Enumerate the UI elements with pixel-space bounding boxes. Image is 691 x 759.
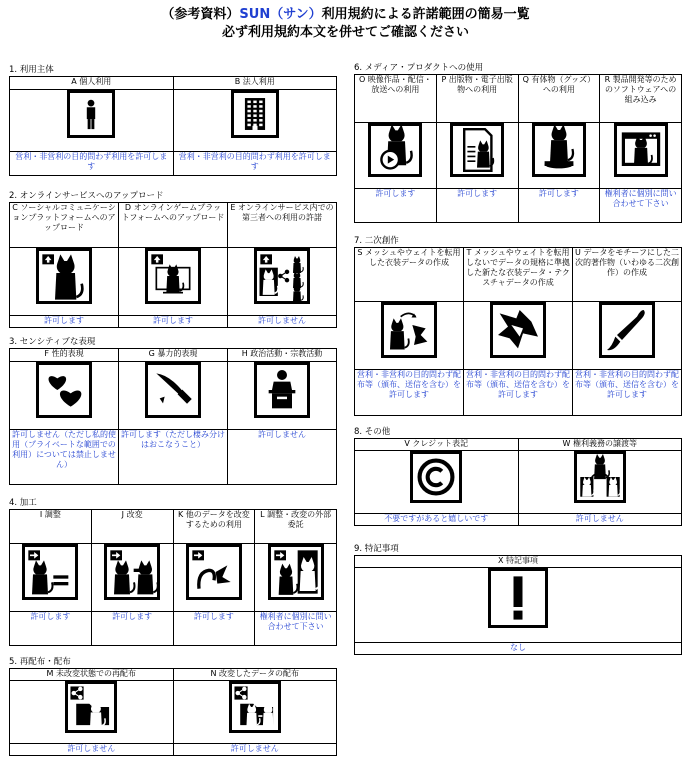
section-heading-s2: 2. オンラインサービスへのアップロード	[9, 191, 164, 201]
item-result: 営利・非営利の目的問わず配布等（頒布、送信を含む）を許可します	[466, 370, 570, 399]
item-label: W 権利義務の譲渡等	[562, 439, 637, 448]
item-result: 許可します	[112, 612, 153, 621]
item-result: 許可しません	[258, 430, 306, 439]
item-label: P 出版物・電子出版物への利用	[441, 75, 513, 94]
section-heading-s6: 6. メディア・プロダクトへの使用	[354, 63, 484, 73]
item-result: 許可します	[44, 316, 84, 325]
document-icon	[450, 123, 504, 177]
item-label: E オンラインサービス内での第三者への利用の許諾	[230, 203, 334, 222]
copyright-icon	[410, 451, 462, 503]
item-label: F 性的表現	[44, 349, 84, 358]
item-result: 許可しません（ただし私的使用（プライベートな範囲での利用）については禁止しません）	[12, 430, 116, 469]
knife-icon	[145, 362, 201, 418]
item-label: R 製品開発等のためのソフトウェアへの組み込み	[604, 75, 677, 104]
item-result: 営利・非営利の目的問わず配布等（頒布、送信を含む）を許可します	[357, 370, 461, 399]
item-label: V クレジット表記	[404, 439, 469, 448]
table-s5	[9, 668, 337, 756]
outsource-icon	[268, 544, 324, 600]
figure-icon	[532, 123, 586, 177]
cloth-icon	[490, 302, 546, 358]
video-icon	[368, 123, 422, 177]
share-modified-folder-icon	[229, 681, 281, 733]
item-result: 許可します	[193, 612, 234, 621]
item-result: 許可します	[538, 189, 579, 198]
section-heading-s8: 8. その他	[354, 427, 391, 437]
item-label: I 調整	[39, 510, 61, 519]
table-s6	[354, 74, 682, 223]
item-result: 許可します	[457, 189, 498, 198]
share-folder-icon	[65, 681, 117, 733]
item-label: H 政治活動・宗教活動	[241, 349, 323, 358]
costume-transfer-icon	[381, 302, 437, 358]
section-heading-s1: 1. 利用主体	[9, 65, 54, 75]
page-subtitle: 必ず利用規約本文を併せてご確認ください	[221, 25, 469, 40]
upload-monitor-icon	[145, 248, 201, 304]
table-s4	[9, 509, 337, 646]
item-label: L 調整・改変の外部委託	[260, 510, 332, 529]
person-icon	[67, 90, 115, 138]
item-result: 不要ですがあると嬉しいです	[384, 514, 489, 523]
item-result: 許可します	[30, 612, 71, 621]
item-result: なし	[510, 643, 526, 652]
modify-icon	[104, 544, 160, 600]
share-users-icon	[254, 248, 310, 304]
brush-icon	[599, 302, 655, 358]
page-title: （参考資料）SUN（サン）利用規約による許諾範囲の簡易一覧	[161, 7, 530, 22]
item-result: 権利者に個別に問い合わせて下さい	[259, 612, 332, 631]
item-result: 許可しません	[230, 744, 279, 753]
section-heading-s5: 5. 再配布・配布	[9, 657, 71, 667]
transfer-rights-icon	[574, 451, 626, 503]
item-label: U データをモチーフにした二次的著作物（いわゆる二次創作）の作成	[575, 248, 679, 277]
item-label: T メッシュやウェイトを転用しないでデータの規格に準拠した新たな衣装データ・テクスチャデータの作成	[466, 248, 570, 287]
item-label: B 法人利用	[234, 77, 275, 86]
hearts-icon	[36, 362, 92, 418]
exclamation-icon	[488, 568, 548, 628]
item-label: S メッシュやウェイトを転用した衣装データの作成	[357, 248, 461, 267]
table-s7	[354, 247, 682, 416]
item-result: 許可します	[153, 316, 193, 325]
item-result: 営利・非営利の目的問わず利用を許可します	[15, 152, 168, 171]
section-heading-s3: 3. センシティブな表現	[9, 337, 96, 347]
item-result: 権利者に個別に問い合わせて下さい	[604, 189, 677, 208]
building-icon	[231, 90, 279, 138]
section-heading-s9: 9. 特記事項	[354, 544, 399, 554]
upload-cat-icon	[36, 248, 92, 304]
table-s1	[9, 76, 337, 176]
speaker-podium-icon	[254, 362, 310, 418]
item-result: 営利・非営利の目的問わず配布等（頒布、送信を含む）を許可します	[575, 370, 679, 399]
item-label: G 暴力的表現	[148, 349, 198, 358]
item-result: 営利・非営利の目的問わず利用を許可します	[178, 152, 331, 171]
section-heading-s7: 7. 二次創作	[354, 236, 399, 246]
item-result: 許可しません	[67, 744, 116, 753]
item-label: C ソーシャルコミュニケーションプラットフォームへのアップロード	[12, 203, 116, 232]
adjust-icon	[22, 544, 78, 600]
item-label: D オンラインゲームプラットフォームへのアップロード	[121, 203, 225, 222]
table-s2	[9, 202, 337, 328]
item-result: 許可しません	[575, 514, 624, 523]
table-s3	[9, 348, 337, 485]
item-label: Q 有体物（グッズ）への利用	[522, 75, 596, 94]
item-result: 許可しません	[258, 316, 306, 325]
section-heading-s4: 4. 加工	[9, 498, 37, 508]
item-label: N 改変したデータの配布	[210, 669, 300, 678]
item-result: 許可します（ただし棲み分けはおこなうこと）	[121, 430, 225, 449]
item-label: J 改変	[121, 510, 143, 519]
item-label: M 未改変状態での再配布	[46, 669, 136, 678]
software-window-icon	[614, 123, 668, 177]
table-s8	[354, 438, 682, 526]
transform-icon	[186, 544, 242, 600]
item-label: O 映像作品・配信・放送への利用	[358, 75, 432, 94]
item-label: X 特記事項	[497, 556, 539, 565]
table-s9	[354, 555, 682, 655]
item-label: K 他のデータを改変するための利用	[177, 510, 250, 529]
item-result: 許可します	[375, 189, 416, 198]
item-label: A 個人利用	[71, 77, 112, 86]
